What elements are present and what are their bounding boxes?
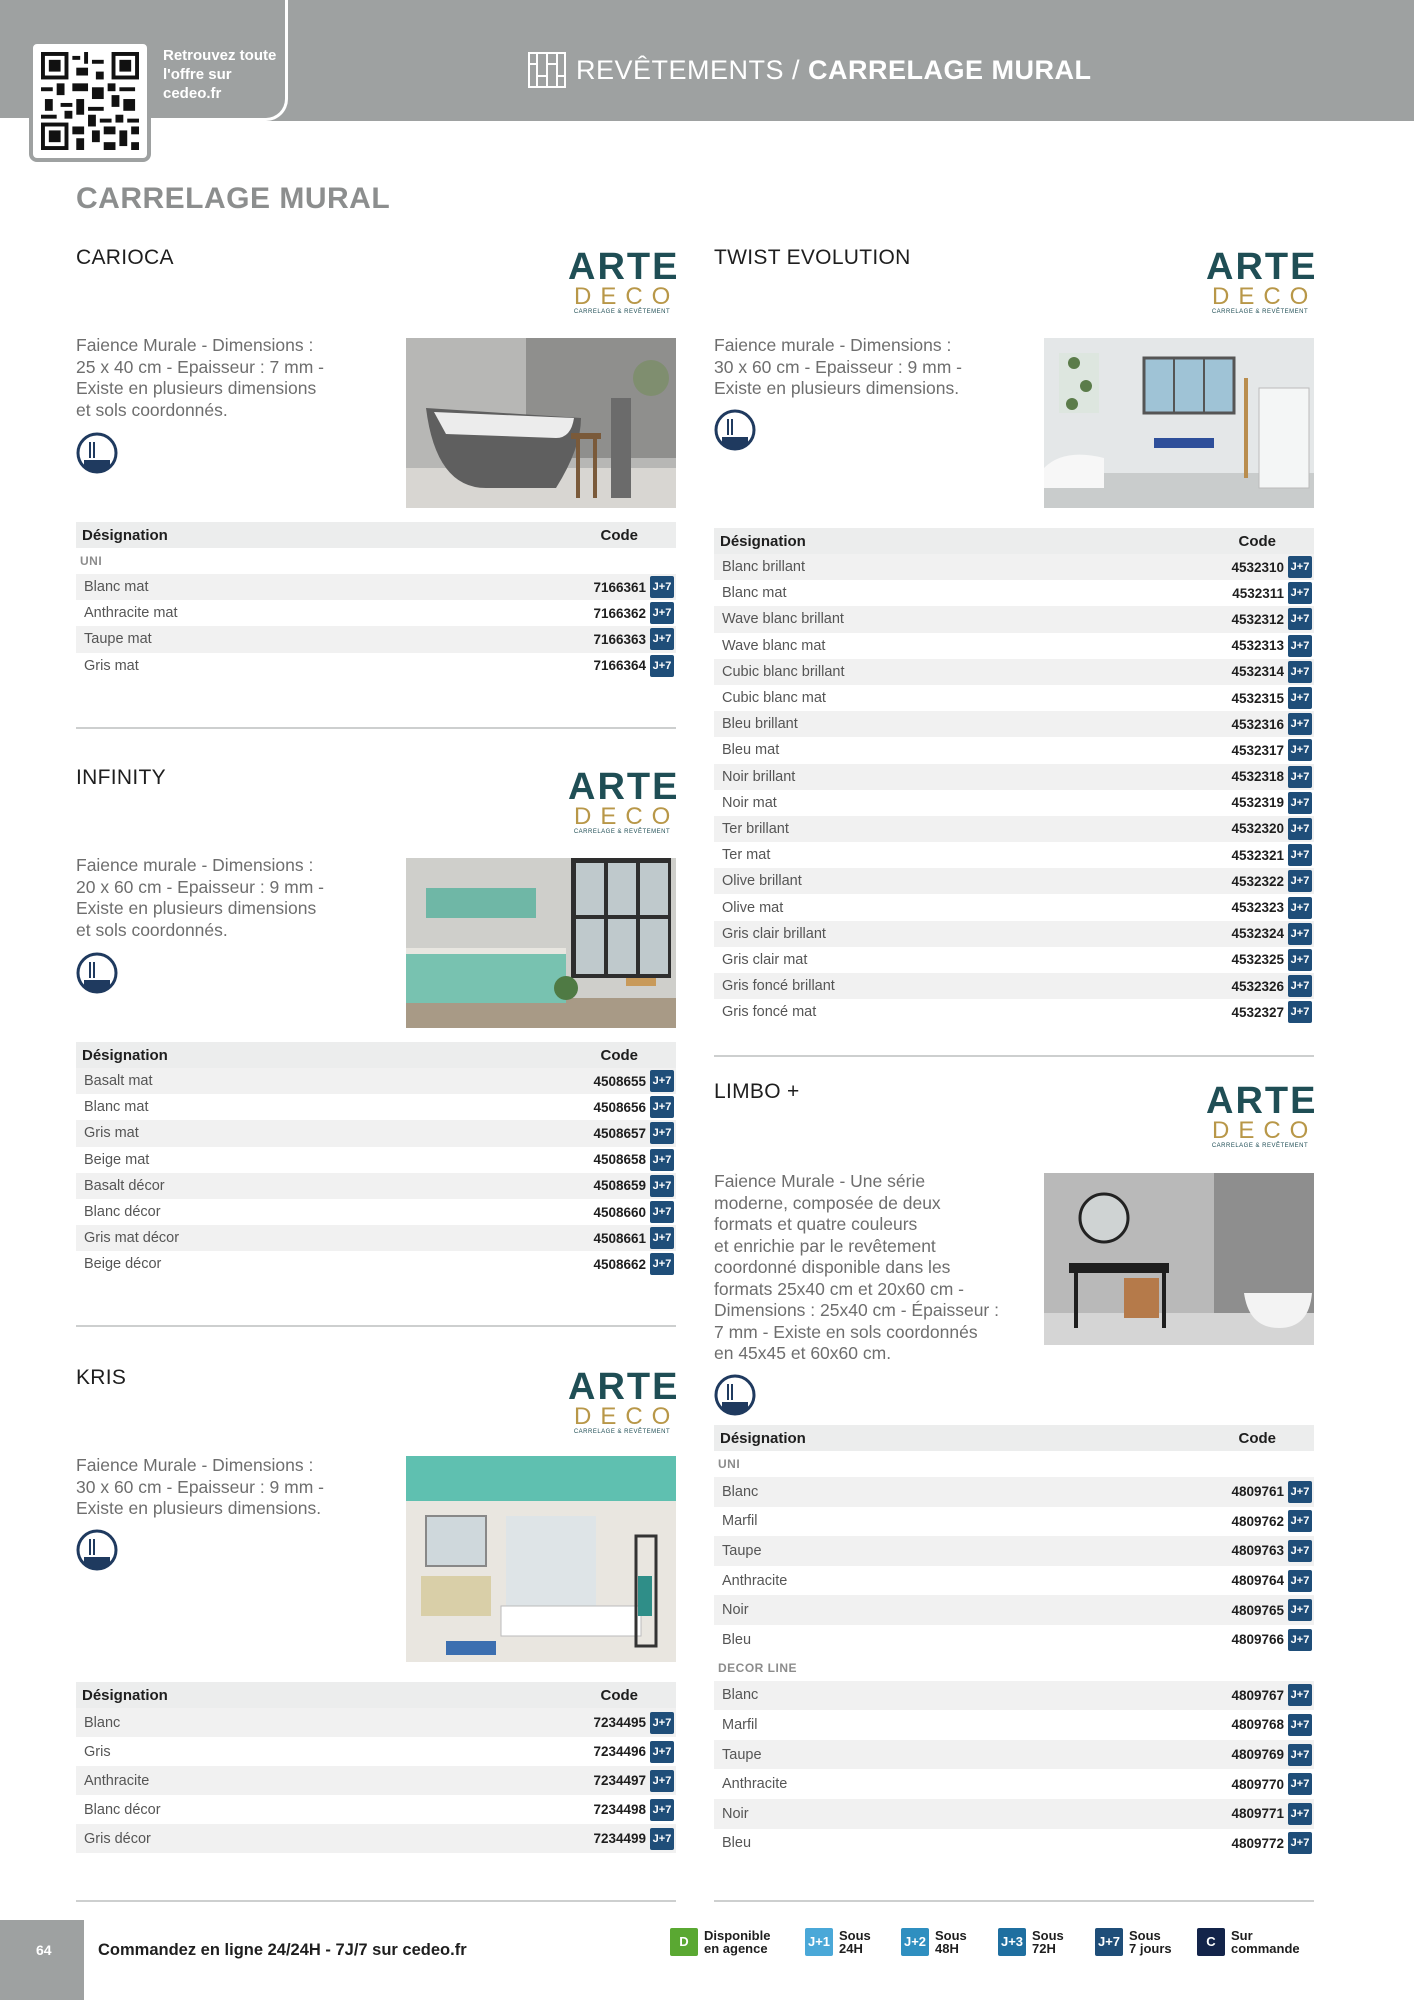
legend-available: D Disponible en agence xyxy=(670,1928,770,1956)
table-row: Taupe 4809763 J+7 xyxy=(714,1536,1314,1566)
legend-72h: J+3 Sous 72H xyxy=(998,1928,1064,1956)
page-title: CARRELAGE MURAL xyxy=(76,182,391,215)
table-group: UNI xyxy=(718,1457,741,1471)
divider xyxy=(714,1055,1314,1057)
divider xyxy=(76,1900,676,1902)
product-table xyxy=(76,1042,676,1278)
legend-24h: J+1 Sous 24H xyxy=(805,1928,871,1956)
legend-on-order: C Sur commande xyxy=(1197,1928,1300,1956)
product-description: Faience murale - Dimensions : 20 x 60 cm - Epaisseur : 9 mm - Existe en plusieurs dimensions et sols coordonnés. xyxy=(76,855,324,940)
table-row: Blanc mat 4508656 J+7 xyxy=(76,1094,676,1120)
product-table xyxy=(76,1682,676,1853)
table-header: Désignation Code xyxy=(76,1682,676,1708)
table-row: Blanc brillant 4532310 J+7 xyxy=(714,554,1314,580)
table-header: Désignation Code xyxy=(76,522,676,548)
table-row: Gris clair mat 4532325 J+7 xyxy=(714,947,1314,973)
table-row: Ter mat 4532321 J+7 xyxy=(714,842,1314,868)
product-description: Faience Murale - Dimensions : 30 x 60 cm - Epaisseur : 9 mm - Existe en plusieurs dimensions. xyxy=(76,1455,324,1518)
table-row: Gris foncé brillant 4532326 J+7 xyxy=(714,973,1314,999)
table-row: Anthracite mat 7166362 J+7 xyxy=(76,600,676,626)
product-photo xyxy=(406,1456,676,1662)
arte-deco-logo: ARTE DECO CARRELAGE & REVÊTEMENT xyxy=(568,1366,680,1435)
legend-7-days: J+7 Sous 7 jours xyxy=(1095,1928,1172,1956)
header-title xyxy=(528,52,1092,88)
table-row: Gris mat 4508657 J+7 xyxy=(76,1120,676,1146)
table-row: Gris clair brillant 4532324 J+7 xyxy=(714,921,1314,947)
table-row: Anthracite 7234497 J+7 xyxy=(76,1766,676,1795)
table-row: Blanc 4809767 J+7 xyxy=(714,1681,1314,1711)
table-row: Noir mat 4532319 J+7 xyxy=(714,790,1314,816)
product-photo xyxy=(406,858,676,1028)
table-row: Bleu 4809766 J+7 xyxy=(714,1625,1314,1655)
divider xyxy=(76,1325,676,1327)
table-row: Gris foncé mat 4532327 J+7 xyxy=(714,999,1314,1025)
table-row: Basalt décor 4508659 J+7 xyxy=(76,1173,676,1199)
availability-badge: D xyxy=(670,1928,698,1956)
wall-tile-icon xyxy=(714,1374,756,1416)
table-row: Taupe 4809769 J+7 xyxy=(714,1740,1314,1770)
header-section: REVÊTEMENTS / xyxy=(576,54,801,85)
availability-badge: J+7 xyxy=(1095,1928,1123,1956)
product-infinity xyxy=(76,766,680,1286)
product-description: Faience murale - Dimensions : 30 x 60 cm - Epaisseur : 9 mm - Existe en plusieurs dimensions. xyxy=(714,335,962,398)
table-row: Gris mat décor 4508661 J+7 xyxy=(76,1225,676,1251)
table-row: Wave blanc brillant 4532312 J+7 xyxy=(714,606,1314,632)
table-row: Marfil 4809768 J+7 xyxy=(714,1710,1314,1740)
product-name: KRIS xyxy=(76,1366,127,1389)
product-kris xyxy=(76,1366,680,1866)
product-photo xyxy=(1044,338,1314,508)
table-row: Bleu mat 4532317 J+7 xyxy=(714,737,1314,763)
header-subsection: CARRELAGE MURAL xyxy=(808,54,1092,85)
table-row: Noir 4809765 J+7 xyxy=(714,1595,1314,1625)
product-name: TWIST EVOLUTION xyxy=(714,246,911,269)
product-twist-evolution xyxy=(714,246,1318,1026)
table-row: Blanc 4809761 J+7 xyxy=(714,1477,1314,1507)
qr-caption: Retrouvez toute l'offre sur cedeo.fr xyxy=(163,47,277,102)
table-row: Beige décor 4508662 J+7 xyxy=(76,1251,676,1277)
page-header xyxy=(0,0,1414,121)
divider xyxy=(714,1900,1314,1902)
table-row: Olive brillant 4532322 J+7 xyxy=(714,868,1314,894)
table-row: Blanc mat 4532311 J+7 xyxy=(714,580,1314,606)
table-header: Désignation Code xyxy=(714,1425,1314,1451)
qr-code[interactable] xyxy=(29,40,151,162)
divider xyxy=(76,727,676,729)
table-row: Gris mat 7166364 J+7 xyxy=(76,653,676,679)
table-row: Ter brillant 4532320 J+7 xyxy=(714,816,1314,842)
product-photo xyxy=(406,338,676,508)
table-row: Bleu brillant 4532316 J+7 xyxy=(714,711,1314,737)
availability-badge: J+1 xyxy=(805,1928,833,1956)
order-online-text: Commandez en ligne 24/24H - 7J/7 sur cedeo.fr xyxy=(98,1941,467,1959)
product-carioca xyxy=(76,246,680,734)
product-table xyxy=(714,1425,1314,1858)
table-header: Désignation Code xyxy=(76,1042,676,1068)
table-row: Basalt mat 4508655 J+7 xyxy=(76,1068,676,1094)
wall-tile-icon xyxy=(76,952,118,994)
table-row: Olive mat 4532323 J+7 xyxy=(714,894,1314,920)
table-row: Cubic blanc brillant 4532314 J+7 xyxy=(714,659,1314,685)
table-row: Bleu 4809772 J+7 xyxy=(714,1829,1314,1859)
table-row: Anthracite 4809770 J+7 xyxy=(714,1769,1314,1799)
table-row: Cubic blanc mat 4532315 J+7 xyxy=(714,685,1314,711)
product-description: Faience Murale - Une série moderne, composée de deux formats et quatre couleurs et enrichie par le revêtement coordonné disponible dans les formats 25x40 cm et 20x60 cm - Dimensions : 25x40 cm - Épaisseur : 7 mm - Existe en sols coordonnés en 45x45 et 60x60 cm. xyxy=(714,1171,999,1363)
table-group: UNI xyxy=(80,554,103,568)
product-limbo xyxy=(714,1080,1318,1880)
tiles-icon xyxy=(528,52,566,88)
availability-badge: C xyxy=(1197,1928,1225,1956)
table-group: DECOR LINE xyxy=(718,1660,798,1675)
availability-badge: J+3 xyxy=(998,1928,1026,1956)
wall-tile-icon xyxy=(76,1529,118,1571)
table-row: Blanc 7234495 J+7 xyxy=(76,1708,676,1737)
arte-deco-logo: ARTE DECO CARRELAGE & REVÊTEMENT xyxy=(1206,1080,1318,1149)
product-name: LIMBO + xyxy=(714,1080,800,1103)
table-row: Noir 4809771 J+7 xyxy=(714,1799,1314,1829)
table-row: Blanc décor 4508660 J+7 xyxy=(76,1199,676,1225)
qr-code-icon xyxy=(41,52,139,150)
table-row: Gris décor 7234499 J+7 xyxy=(76,1824,676,1853)
table-row: Gris 7234496 J+7 xyxy=(76,1737,676,1766)
legend-48h: J+2 Sous 48H xyxy=(901,1928,967,1956)
availability-badge: J+2 xyxy=(901,1928,929,1956)
arte-deco-logo: ARTE DECO CARRELAGE & REVÊTEMENT xyxy=(568,246,680,315)
table-row: Wave blanc mat 4532313 J+7 xyxy=(714,633,1314,659)
table-row: Marfil 4809762 J+7 xyxy=(714,1507,1314,1537)
product-table xyxy=(76,522,676,679)
table-row: Beige mat 4508658 J+7 xyxy=(76,1147,676,1173)
product-description: Faience Murale - Dimensions : 25 x 40 cm - Epaisseur : 7 mm - Existe en plusieurs dimensions et sols coordonnés. xyxy=(76,335,324,420)
table-row: Blanc décor 7234498 J+7 xyxy=(76,1795,676,1824)
product-name: INFINITY xyxy=(76,766,166,789)
table-row: Anthracite 4809764 J+7 xyxy=(714,1566,1314,1596)
wall-tile-icon xyxy=(714,409,756,451)
product-photo xyxy=(1044,1173,1314,1345)
product-name: CARIOCA xyxy=(76,246,174,269)
page-number: 64 xyxy=(0,1920,84,2000)
table-row: Taupe mat 7166363 J+7 xyxy=(76,626,676,652)
table-row: Noir brillant 4532318 J+7 xyxy=(714,764,1314,790)
wall-tile-icon xyxy=(76,432,118,474)
table-header: Désignation Code xyxy=(714,528,1314,554)
table-row: Blanc mat 7166361 J+7 xyxy=(76,574,676,600)
product-table xyxy=(714,528,1314,1025)
arte-deco-logo: ARTE DECO CARRELAGE & REVÊTEMENT xyxy=(1206,246,1318,315)
arte-deco-logo: ARTE DECO CARRELAGE & REVÊTEMENT xyxy=(568,766,680,835)
